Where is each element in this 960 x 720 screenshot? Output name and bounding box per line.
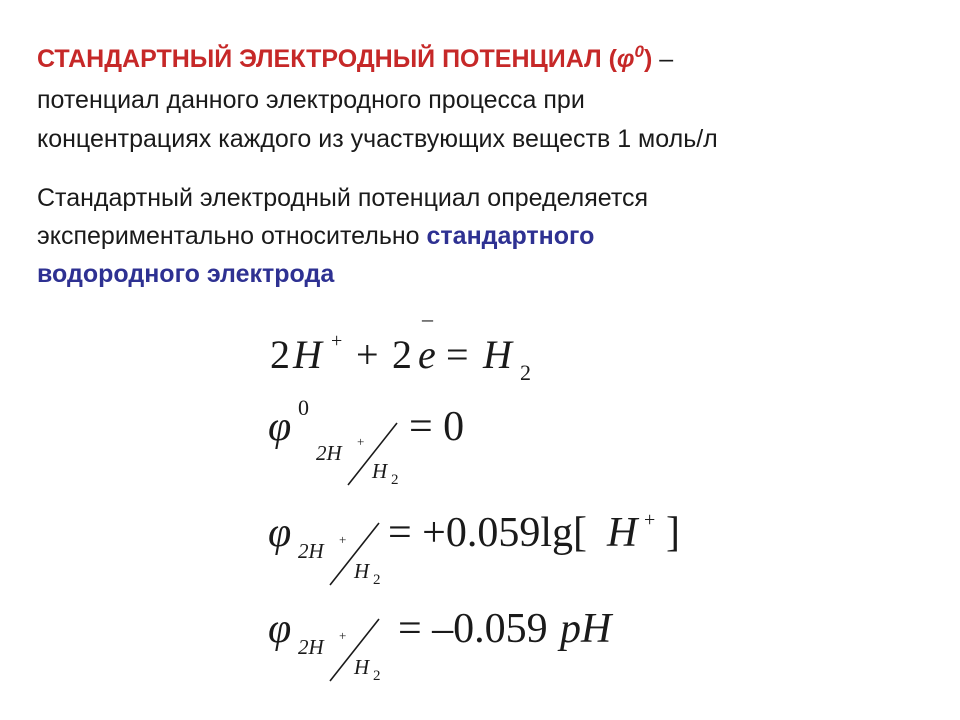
highlight-hydrogen-electrode: водородного электрода xyxy=(37,260,335,288)
eq4-rhs: = –0.059 xyxy=(398,606,559,652)
eq3-H: H xyxy=(607,510,638,556)
eq1-coef1: 2 xyxy=(270,332,290,377)
phi-superscript: 0 xyxy=(634,42,644,61)
eq2-sub-num-plus: + xyxy=(357,434,365,449)
eq3-sub-den-2: 2 xyxy=(373,572,381,588)
eq4-sub-den: H xyxy=(354,655,370,679)
eq2-sup0: 0 xyxy=(298,395,309,420)
eq1-plus-op: + xyxy=(356,332,379,377)
paragraph-line-2-text: экспериментально относительно xyxy=(37,222,427,250)
eq4-sub-den-2: 2 xyxy=(373,668,381,684)
eq1-H: H xyxy=(293,332,322,377)
eq1-e-bar: – xyxy=(422,306,433,331)
eq3-close: ] xyxy=(666,510,680,556)
eq1-coef2: 2 xyxy=(392,332,412,377)
eq2-sub-den-2: 2 xyxy=(391,472,399,488)
eq3-phi: φ xyxy=(268,510,292,556)
eq2-phi: φ xyxy=(268,404,292,450)
eq4-sub-num-plus: + xyxy=(339,628,347,643)
term-title: СТАНДАРТНЫЙ ЭЛЕКТРОДНЫЙ ПОТЕНЦИАЛ ( xyxy=(37,45,617,73)
eq2-sub-den: H xyxy=(372,459,388,483)
eq3-rhs: = +0.059lg[ xyxy=(388,510,588,556)
term-close-paren: ) xyxy=(643,45,653,73)
eq1-sub2: 2 xyxy=(520,360,531,385)
eq4-phi: φ xyxy=(268,606,292,652)
definition-line-3: концентрациях каждого из участвующих веществ 1 моль/л xyxy=(37,125,718,153)
eq2-rhs: = 0 xyxy=(409,404,465,450)
equation-potential-ph xyxy=(268,606,614,684)
eq3-sub-den: H xyxy=(354,559,370,583)
eq2-sub-num: 2H xyxy=(316,441,342,465)
equation-standard-potential xyxy=(268,395,464,488)
equation-hydrogen-reaction xyxy=(270,306,531,385)
equation-potential-lg xyxy=(268,509,680,588)
eq3-sub-num-plus: + xyxy=(339,532,347,547)
eq1-equals: = xyxy=(446,332,469,377)
eq3-sub-num: 2H xyxy=(298,539,324,563)
eq1-plus-sup: + xyxy=(331,330,343,352)
eq1-e: e xyxy=(418,332,436,377)
definition-dash: – xyxy=(652,45,674,73)
phi-symbol: φ xyxy=(616,45,635,73)
eq1-H2: H xyxy=(483,332,512,377)
highlight-standard: стандартного xyxy=(426,222,595,250)
definition-line-2: потенциал данного электродного процесса при xyxy=(37,86,585,114)
eq4-sub-num: 2H xyxy=(298,635,324,659)
eq4-pH: pH xyxy=(560,606,612,652)
eq3-plus: + xyxy=(644,509,656,531)
paragraph-line-1: Стандартный электродный потенциал определяется xyxy=(37,184,649,212)
